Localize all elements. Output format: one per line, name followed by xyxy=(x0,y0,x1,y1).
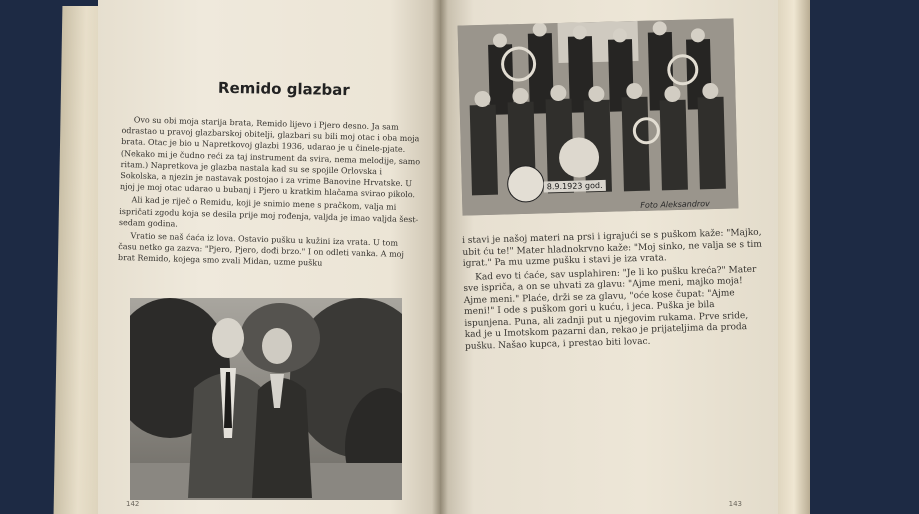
band-photo xyxy=(458,18,739,215)
right-paragraph: Kad evo ti ćaće, sav usplahiren: "Je li ko pušku kreća?" Mater sve ispriča, a on se uhvati za glavu: "Ajme meni, majko moja! Ajme meni." Plaće, drži se za glavu, "oće kose čupat: "Ajme meni!" I ode s puškom gori u kuću, i jeca. Puška je bila ispunjena. Puna, ali zadnji put u njegovim rukama. Prve sride, kad je u Imotskom pazarni dan, rekao je prijateljima da proda pušku. Našao kupca, i prestao biti lovac. xyxy=(463,264,757,352)
page-number-left: 142 xyxy=(126,500,140,508)
book-gutter xyxy=(432,0,448,514)
brothers-photo xyxy=(130,298,402,500)
left-paragraph: Vratio se naš ćaća iz lova. Ostavio pušku u kužini iza vrata. U tom času netko ga zazva: "Pjero, Pjero, dođi brzo." I on odleti vanka. A moj brat Remido, kojega smo zvali Midan, uzme pušku xyxy=(117,231,405,269)
left-page xyxy=(98,0,442,514)
photo-caption: Foto Aleksandrov xyxy=(640,199,710,210)
chapter-title: Remido glazbar xyxy=(217,78,350,100)
left-page-text xyxy=(118,114,422,274)
right-paragraph: i stavi je našoj materi na prsi i igrajući se s puškom kaže: "Majko, ubit ću te!" Mater hladnokrvno kaže: "Moj sinko, ne valja se s tim igrat." Pa mu uzme pušku i stavi je iza vrata. xyxy=(462,227,763,269)
photo-date-label: 8.9.1923 god. xyxy=(544,180,606,193)
page-number-right: 143 xyxy=(728,500,742,508)
left-paragraph: Ovo su obi moja starija brata, Remido lijevo i Pjero desno. Ja sam odrastao u pravoj glazbarskoj obitelji, glazbari su bili moj otac i oba moja brata. Otac je bio u Napretkovoj glazbi 1936, udarao je u činele-pjate. (Nekako mi je čudno reći za taj instrument da svira, nema melodije, samo ritam.) Napretkova je glazba nastala kad su se spojile Orlovska i Sokolska, a njezin je nastavak postojao i za vrime Banovine Hrvatske. U njoj je moj otac udarao u bubanj i Pjero u kratkim hlačama svirao pikolo. xyxy=(119,115,421,200)
right-page-text xyxy=(462,228,765,355)
right-page xyxy=(440,0,778,514)
left-paragraph: Ali kad je riječ o Remidu, koji je snimio mene s pračkom, valja mi ispričati zgodu koja se desila prije moj rođenja, valjda je imao valjda šest-sedam godina. xyxy=(118,195,419,229)
brothers-photo-image xyxy=(130,298,402,500)
